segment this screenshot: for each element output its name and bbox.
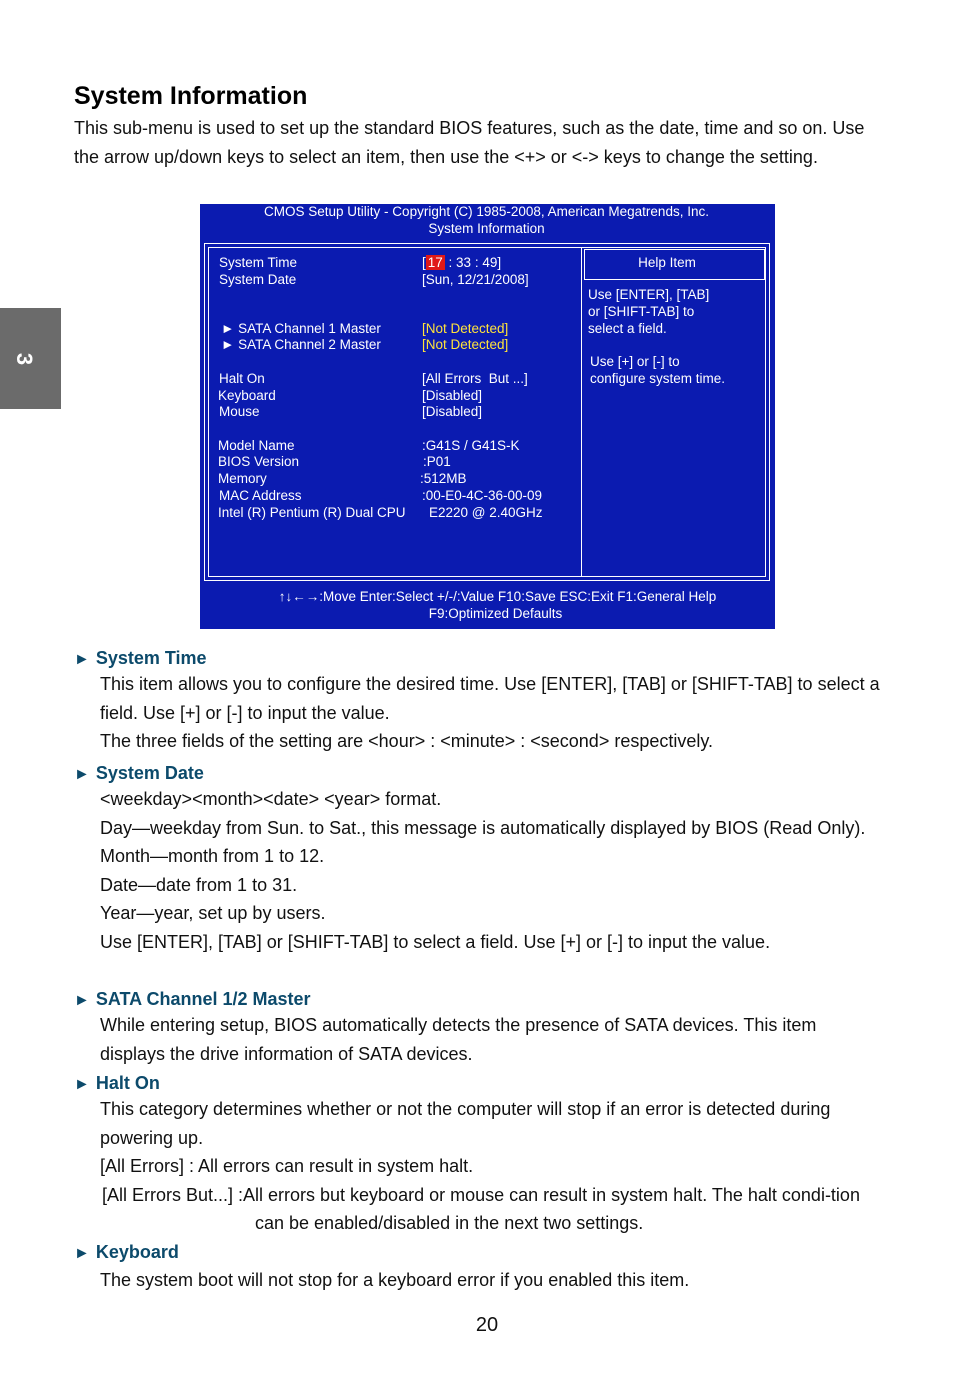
help-item-title: Help Item [638,255,696,270]
bios-label-mouse[interactable]: Mouse [219,404,260,419]
paragraph: Month—month from 1 to 12. [100,846,325,867]
chapter-number: 3 [12,352,38,366]
bios-label-memory: Memory [218,471,267,486]
paragraph: This category determines whether or not the computer will stop if an error is detected during powering up. [100,1099,831,1148]
paragraph: Day—weekday from Sun. to Sat., this message is automatically displayed by BIOS (Read Only). [100,817,866,838]
section-keyboard [74,1240,884,1295]
bios-header-menu-title: System Information [428,220,545,236]
help-text-navigation [588,287,763,337]
bios-label-mac-address: MAC Address [219,488,302,503]
bios-value-sata1: [Not Detected] [422,321,509,336]
paragraph: <weekday><month><date> <year> format. [100,789,442,809]
section-heading-text: System Date [95,763,204,783]
bios-value-keyboard[interactable]: [Disabled] [422,388,483,403]
section-heading-text: SATA Channel 1/2 Master [95,989,311,1009]
triangle-bullet-icon: ► [74,1245,90,1262]
bios-value-bios-version: :P01 [423,454,451,469]
paragraph: [All Errors] : All errors can result in system halt. [100,1156,474,1177]
paragraph: Date—date from 1 to 31. [100,874,298,895]
term-label: [All Errors But...] : [102,1184,244,1205]
bios-header-copyright: CMOS Setup Utility - Copyright (C) 1985-2008, American Megatrends, Inc. [264,204,709,219]
triangle-bullet-icon: ► [74,992,90,1009]
paragraph: The three fields of the setting are <hour> : <minute> : <second> respectively. [100,731,714,752]
paragraph: This item allows you to configure the desired time. Use [ENTER], [TAB] or [SHIFT-TAB] to select a field. Use [+] or [-] to input the value. [100,674,880,723]
halt-all-errors-but-row [74,1181,884,1238]
page-number: 20 [475,1314,499,1336]
bios-value-halt-on[interactable]: [All Errors But ...] [422,371,528,386]
bios-label-system-time[interactable]: System Time [219,255,298,270]
help-line: Use [ENTER], [TAB] [588,287,710,302]
section-heading [74,646,884,670]
paragraph: The system boot will not stop for a keyboard error if you enabled this item. [100,1270,690,1290]
bios-label-bios-version: BIOS Version [218,454,300,469]
chapter-tab [0,308,61,409]
bios-label-halt-on[interactable]: Halt On [219,371,265,386]
section-system-time [74,646,884,756]
bios-value-sata2: [Not Detected] [422,337,509,352]
section-heading [74,987,884,1011]
section-heading [74,761,884,785]
triangle-bullet-icon: ► [74,1076,90,1093]
help-text-values [590,354,765,388]
bios-value-memory: :512MB [420,471,467,486]
paragraph: Year—year, set up by users. [100,903,326,924]
bios-value-system-date[interactable]: [Sun, 12/21/2008] [422,272,529,287]
help-line: Use [+] or [-] to [590,354,680,369]
section-halt-on [74,1071,884,1238]
help-line: configure system time. [590,370,726,386]
intro-paragraph: This sub-menu is used to set up the standard BIOS features, such as the date, time and so on. Use the arrow up/down keys to select an item, then use the <+> or <-> keys to change the setting. [74,118,865,167]
triangle-bullet-icon: ► [74,651,90,668]
bios-item-sata1[interactable]: ► SATA Channel 1 Master [221,321,381,336]
bios-panel-divider [581,247,582,577]
bios-footer-defaults: F9:Optimized Defaults [428,606,563,621]
bios-item-sata2[interactable]: ► SATA Channel 2 Master [221,337,381,352]
help-line: select a field. [588,320,667,336]
time-minute-second[interactable]: : 33 : 49] [444,255,502,270]
time-bracket: [ [422,255,426,270]
bios-value-mac-address: :00-E0-4C-36-00-09 [422,488,543,503]
time-hour-field[interactable]: 17 [427,255,443,270]
bios-label-system-date[interactable]: System Date [219,272,297,287]
section-heading-text: System Time [95,648,207,668]
term-description: All errors but keyboard or mouse can result in system halt. The halt condi-tion can be enabled/disabled in the next two settings. [243,1184,860,1234]
bios-label-model-name: Model Name [218,438,295,453]
bios-key-legend [200,588,775,622]
bios-value-model-name: :G41S / G41S-K [422,438,520,453]
page-title: System Information [74,82,308,110]
section-system-date [74,761,884,957]
paragraph: Use [ENTER], [TAB] or [SHIFT-TAB] to select a field. Use [+] or [-] to input the value. [100,931,771,952]
bios-label-cpu: Intel (R) Pentium (R) Dual CPU [218,505,406,520]
bios-value-mouse[interactable]: [Disabled] [422,404,483,419]
triangle-bullet-icon: ► [74,766,90,783]
bios-value-cpu: E2220 @ 2.40GHz [429,505,543,520]
section-heading-text: Halt On [95,1073,160,1093]
bios-label-keyboard[interactable]: Keyboard [218,388,276,403]
help-line: or [SHIFT-TAB] to [588,303,695,319]
help-title-box [584,249,765,280]
bios-header [200,204,745,237]
paragraph: While entering setup, BIOS automatically detects the presence of SATA devices. This item displays the drive information of SATA devices. [100,1015,817,1064]
bios-screenshot [200,204,775,629]
section-sata-channel [74,987,884,1068]
section-heading [74,1071,884,1095]
section-heading [74,1240,884,1264]
bios-value-system-time[interactable] [422,255,501,270]
bios-footer-keys: ↑↓←→:Move Enter:Select +/-/:Value F10:Save ESC:Exit F1:General Help [278,589,717,604]
section-heading-text: Keyboard [95,1242,179,1262]
